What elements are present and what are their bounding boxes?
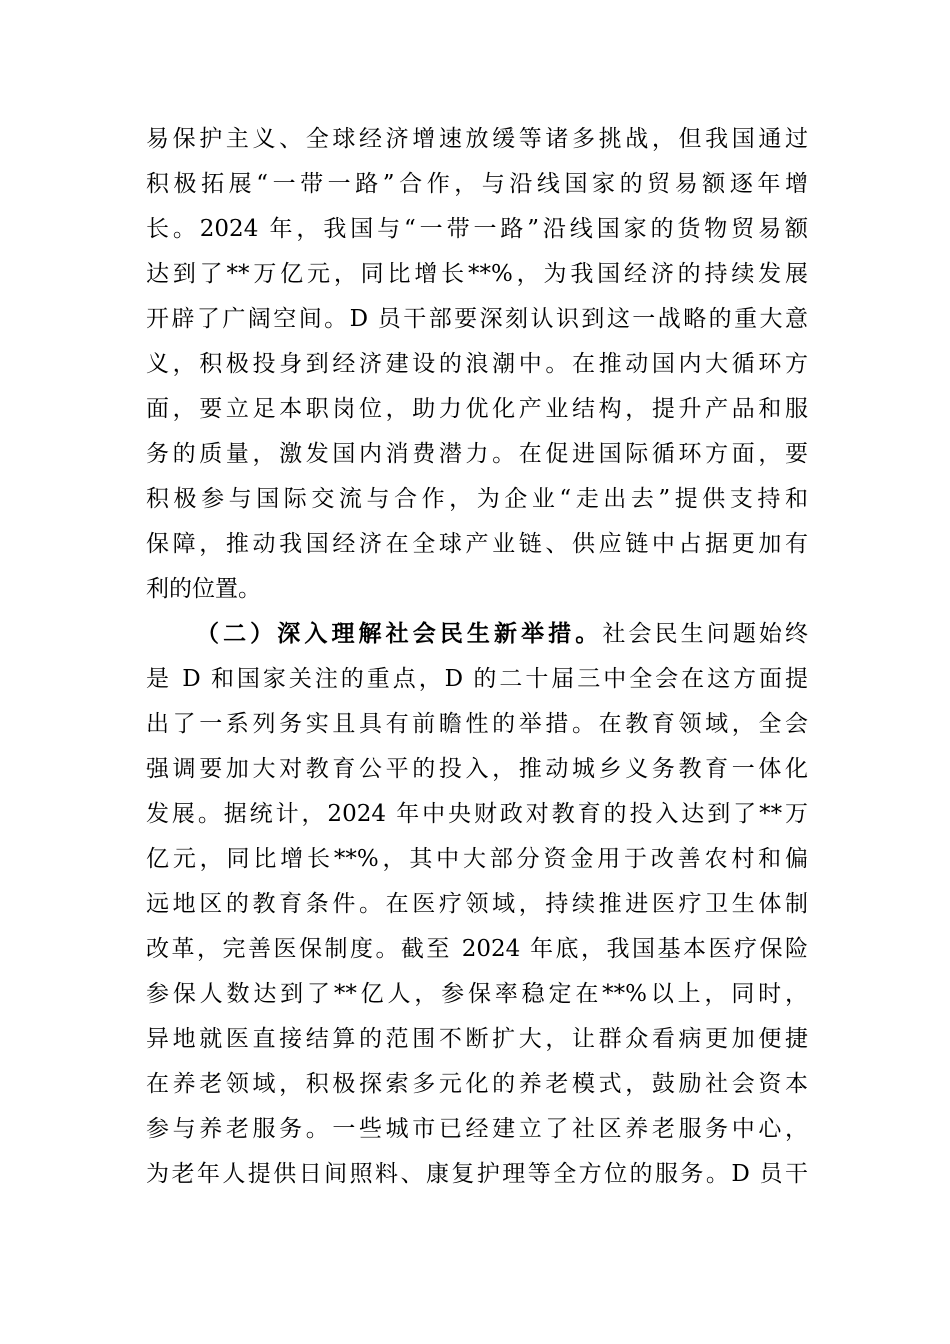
- text-line: 强调要加大对教育公平的投入，推动城乡义务教育一体化: [146, 756, 808, 782]
- section-heading-line: [196, 614, 808, 654]
- text-line: 积极拓展“一带一路”合作，与沿线国家的贸易额逐年增: [146, 171, 808, 197]
- text-line: 义，积极投身到经济建设的浪潮中。在推动国内大循环方: [146, 351, 808, 377]
- text-line: 积极参与国际交流与合作，为企业“走出去”提供支持和: [146, 486, 808, 512]
- text-line: 为老年人提供日间照料、康复护理等全方位的服务。D 员干: [146, 1161, 808, 1187]
- text-line: 是 D 和国家关注的重点，D 的二十届三中全会在这方面提: [146, 666, 808, 692]
- text-line: 面，要立足本职岗位，助力优化产业结构，提升产品和服: [146, 396, 808, 422]
- text-line: 利的位置。: [146, 576, 261, 602]
- text-line: 远地区的教育条件。在医疗领域，持续推进医疗卫生体制: [146, 891, 808, 917]
- text-line: 在养老领域，积极探索多元化的养老模式，鼓励社会资本: [146, 1071, 808, 1097]
- text-line: 保障，推动我国经济在全球产业链、供应链中占据更加有: [146, 531, 808, 557]
- text-line: 异地就医直接结算的范围不断扩大，让群众看病更加便捷: [146, 1026, 808, 1052]
- text-line: 务的质量，激发国内消费潜力。在促进国际循环方面，要: [146, 441, 808, 467]
- text-line: 易保护主义、全球经济增速放缓等诸多挑战，但我国通过: [146, 126, 808, 152]
- text-line: 开辟了广阔空间。D 员干部要深刻认识到这一战略的重大意: [146, 306, 808, 332]
- text-line: 发展。据统计，2024 年中央财政对教育的投入达到了**万: [146, 801, 808, 827]
- section-heading: （二）深入理解社会民生新举措。: [196, 620, 603, 647]
- text-line: 参与养老服务。一些城市已经建立了社区养老服务中心，: [146, 1116, 808, 1142]
- text-line: 改革，完善医保制度。截至 2024 年底，我国基本医疗保险: [146, 936, 808, 962]
- text-line: 达到了**万亿元，同比增长**%，为我国经济的持续发展: [146, 261, 808, 287]
- text-line: 出了一系列务实且具有前瞻性的举措。在教育领域，全会: [146, 711, 808, 737]
- text-line: 长。2024 年，我国与“一带一路”沿线国家的货物贸易额: [146, 216, 808, 242]
- section-heading-continuation: 社会民生问题始终: [602, 621, 808, 647]
- text-line: 参保人数达到了**亿人，参保率稳定在**%以上，同时，: [146, 981, 808, 1007]
- text-line: 亿元，同比增长**%，其中大部分资金用于改善农村和偏: [146, 846, 808, 872]
